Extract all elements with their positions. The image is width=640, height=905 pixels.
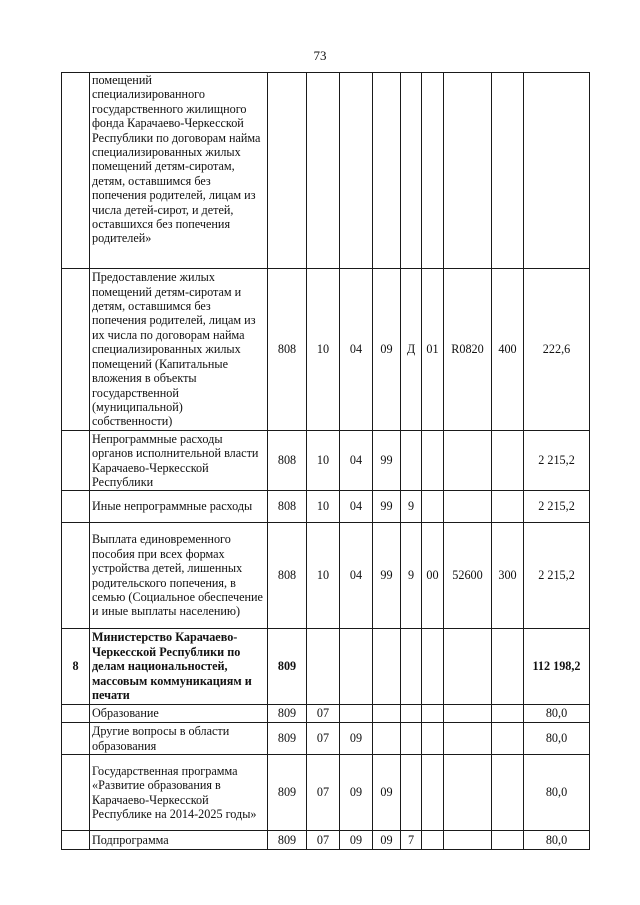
cell-ministry: 809 xyxy=(268,723,307,755)
cell-amount: 80,0 xyxy=(524,705,590,723)
cell-direction xyxy=(444,491,492,523)
cell-amount: 222,6 xyxy=(524,269,590,431)
cell-direction xyxy=(444,755,492,831)
cell-section: 10 xyxy=(307,431,340,491)
table-row xyxy=(62,629,590,705)
table-row xyxy=(62,723,590,755)
cell-expense-type xyxy=(492,431,524,491)
cell-subsection: 09 xyxy=(340,755,373,831)
cell-amount: 80,0 xyxy=(524,723,590,755)
cell-ministry: 809 xyxy=(268,831,307,850)
cell-section: 10 xyxy=(307,523,340,629)
cell-subprogram: 9 xyxy=(401,523,422,629)
page-number: 73 xyxy=(313,48,327,63)
budget-table xyxy=(61,72,590,850)
cell-subprogram xyxy=(401,629,422,705)
cell-main-event xyxy=(422,705,444,723)
row-index xyxy=(62,723,90,755)
cell-section: 07 xyxy=(307,755,340,831)
cell-subsection: 04 xyxy=(340,269,373,431)
cell-expense-type xyxy=(492,831,524,850)
row-index xyxy=(62,755,90,831)
cell-direction xyxy=(444,431,492,491)
cell-direction xyxy=(444,705,492,723)
cell-subsection: 09 xyxy=(340,831,373,850)
cell-expense-type xyxy=(492,491,524,523)
cell-expense-type: 300 xyxy=(492,523,524,629)
row-index: 8 xyxy=(62,629,90,705)
cell-subprogram: Д xyxy=(401,269,422,431)
cell-main-event xyxy=(422,431,444,491)
cell-subsection xyxy=(340,705,373,723)
cell-direction xyxy=(444,629,492,705)
row-name: Выплата единовременного пособия при всех формах устройства детей, лишенных родительского попечения, в семью (Социальное обеспечение и иные выплаты населению) xyxy=(90,523,268,629)
row-index xyxy=(62,491,90,523)
row-index xyxy=(62,831,90,850)
table-row xyxy=(62,523,590,629)
cell-program: 09 xyxy=(373,755,401,831)
cell-ministry: 808 xyxy=(268,431,307,491)
table-row xyxy=(62,269,590,431)
cell-section: 10 xyxy=(307,269,340,431)
cell-subprogram xyxy=(401,755,422,831)
cell-subsection: 04 xyxy=(340,431,373,491)
cell-main-event xyxy=(422,629,444,705)
cell-subsection: 09 xyxy=(340,723,373,755)
cell-amount: 2 215,2 xyxy=(524,523,590,629)
cell-program xyxy=(373,629,401,705)
cell-program xyxy=(373,723,401,755)
row-name: Непрограммные расходы органов исполнительной власти Карачаево-Черкесской Республики xyxy=(90,431,268,491)
cell-program: 09 xyxy=(373,831,401,850)
table-row xyxy=(62,73,590,269)
row-name: Образование xyxy=(90,705,268,723)
table-row xyxy=(62,755,590,831)
cell-main-event: 01 xyxy=(422,269,444,431)
cell-main-event xyxy=(422,73,444,269)
cell-section: 07 xyxy=(307,705,340,723)
row-name: помещений специализированного государственного жилищного фонда Карачаево-Черкесской Республики по договорам найма специализированных жилых помещений детям-сиротам, детям, оставшимся без попечения родителей, лицам из числа детей-сирот, и детей, оставшихся без попечения родителей» xyxy=(90,73,268,269)
cell-amount: 2 215,2 xyxy=(524,491,590,523)
cell-expense-type xyxy=(492,73,524,269)
cell-expense-type xyxy=(492,723,524,755)
cell-subsection xyxy=(340,629,373,705)
cell-ministry: 808 xyxy=(268,269,307,431)
cell-subsection xyxy=(340,73,373,269)
cell-program: 99 xyxy=(373,523,401,629)
cell-program: 99 xyxy=(373,431,401,491)
cell-amount xyxy=(524,73,590,269)
cell-amount: 80,0 xyxy=(524,831,590,850)
cell-expense-type xyxy=(492,705,524,723)
table-row xyxy=(62,491,590,523)
cell-expense-type xyxy=(492,755,524,831)
cell-subsection: 04 xyxy=(340,523,373,629)
cell-program xyxy=(373,73,401,269)
cell-ministry xyxy=(268,73,307,269)
cell-main-event: 00 xyxy=(422,523,444,629)
cell-subprogram: 7 xyxy=(401,831,422,850)
cell-program xyxy=(373,705,401,723)
cell-expense-type: 400 xyxy=(492,269,524,431)
cell-main-event xyxy=(422,755,444,831)
row-name: Иные непрограммные расходы xyxy=(90,491,268,523)
row-index xyxy=(62,705,90,723)
row-index xyxy=(62,73,90,269)
cell-section xyxy=(307,73,340,269)
cell-ministry: 809 xyxy=(268,705,307,723)
row-name: Подпрограмма xyxy=(90,831,268,850)
cell-subprogram xyxy=(401,431,422,491)
row-index xyxy=(62,431,90,491)
cell-main-event xyxy=(422,831,444,850)
cell-direction xyxy=(444,73,492,269)
cell-program: 09 xyxy=(373,269,401,431)
cell-section: 07 xyxy=(307,723,340,755)
cell-direction xyxy=(444,831,492,850)
cell-expense-type xyxy=(492,629,524,705)
cell-subprogram xyxy=(401,73,422,269)
cell-program: 99 xyxy=(373,491,401,523)
cell-subprogram: 9 xyxy=(401,491,422,523)
cell-ministry: 808 xyxy=(268,491,307,523)
table-row xyxy=(62,705,590,723)
row-name: Предоставление жилых помещений детям-сиротам и детям, оставшимся без попечения родителей, лицам из их числа по договорам найма специализированных жилых помещений (Капитальные вложения в объекты государственной (муниципальной) собственности) xyxy=(90,269,268,431)
row-name: Государственная программа «Развитие образования в Карачаево-Черкесской Республике на 2014-2025 годы» xyxy=(90,755,268,831)
cell-main-event xyxy=(422,723,444,755)
cell-amount: 80,0 xyxy=(524,755,590,831)
cell-direction xyxy=(444,723,492,755)
cell-subprogram xyxy=(401,723,422,755)
table-row xyxy=(62,431,590,491)
cell-direction: R0820 xyxy=(444,269,492,431)
cell-direction: 52600 xyxy=(444,523,492,629)
cell-main-event xyxy=(422,491,444,523)
cell-amount: 2 215,2 xyxy=(524,431,590,491)
cell-section: 07 xyxy=(307,831,340,850)
cell-section: 10 xyxy=(307,491,340,523)
row-index xyxy=(62,269,90,431)
cell-amount: 112 198,2 xyxy=(524,629,590,705)
table-row xyxy=(62,831,590,850)
row-name: Министерство Карачаево-Черкесской Республики по делам национальностей, массовым коммуникациям и печати xyxy=(90,629,268,705)
cell-section xyxy=(307,629,340,705)
row-name: Другие вопросы в области образования xyxy=(90,723,268,755)
cell-subprogram xyxy=(401,705,422,723)
cell-ministry: 809 xyxy=(268,629,307,705)
cell-ministry: 809 xyxy=(268,755,307,831)
cell-ministry: 808 xyxy=(268,523,307,629)
cell-subsection: 04 xyxy=(340,491,373,523)
row-index xyxy=(62,523,90,629)
